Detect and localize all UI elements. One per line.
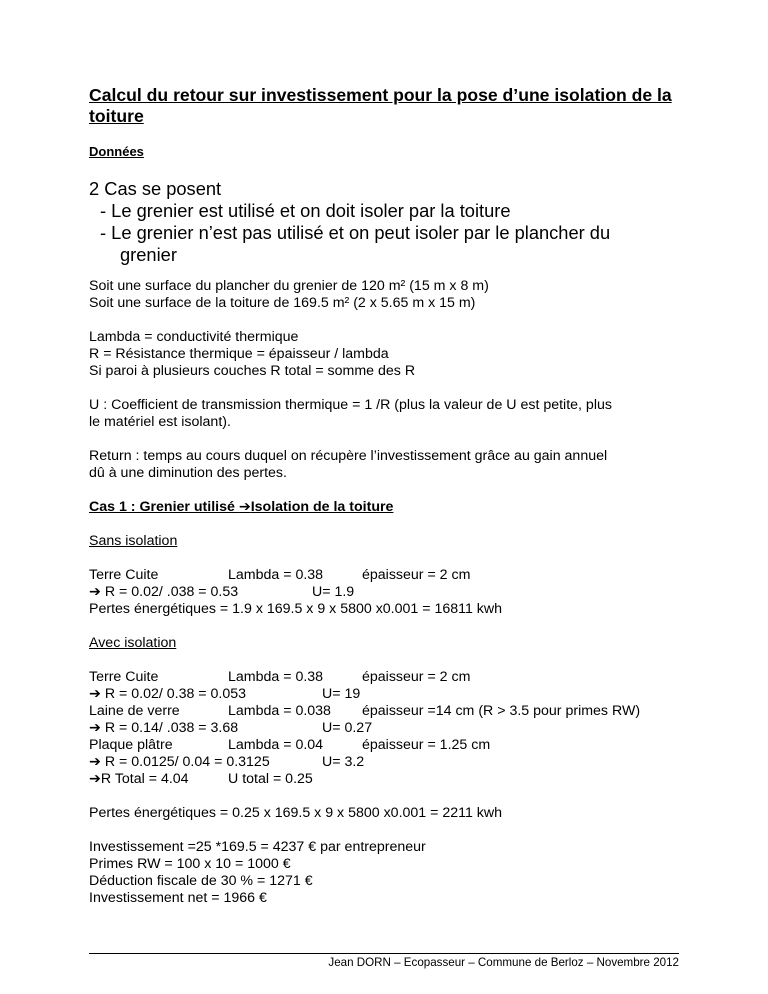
def-return-line1: Return : temps au cours duquel on récupère l’investissement grâce au gain annuel — [89, 448, 608, 464]
cas1-heading-a: Cas 1 : Grenier utilisé — [89, 499, 239, 515]
arrow-icon: ➔ — [89, 720, 101, 736]
avec-tc-lambda: Lambda = 0.38 — [228, 669, 324, 685]
sans-lambda: Lambda = 0.38 — [228, 567, 324, 583]
def-rtotal: Si paroi à plusieurs couches R total = somme des R — [89, 363, 416, 379]
surface-toiture: Soit une surface de la toiture de 169.5 m² (2 x 5.65 m x 15 m) — [89, 295, 476, 311]
sans-isolation-heading: Sans isolation — [89, 533, 178, 549]
sans-material: Terre Cuite — [89, 567, 159, 583]
invest-line-1: Investissement =25 *169.5 = 4237 € par entrepreneur — [89, 839, 426, 855]
def-r: R = Résistance thermique = épaisseur / lambda — [89, 346, 389, 362]
arrow-icon: ➔ — [89, 584, 101, 600]
avec-pp-lambda: Lambda = 0.04 — [228, 737, 324, 753]
avec-lv-r-row — [89, 720, 238, 737]
arrow-icon: ➔ — [89, 754, 101, 770]
avec-pp-r-row — [89, 754, 270, 771]
invest-line-3: Déduction fiscale de 30 % = 1271 € — [89, 873, 313, 889]
avec-lv-r: R = 0.14/ .038 = 3.68 — [104, 720, 239, 736]
avec-lv-u: U= 0.27 — [322, 720, 373, 736]
surface-plancher: Soit une surface du plancher du grenier de 120 m² (15 m x 8 m) — [89, 278, 489, 294]
case-item-2: - Le grenier n’est pas utilisé et on peut isoler par le plancher du — [100, 222, 611, 243]
arrow-icon: ➔ — [89, 686, 101, 702]
avec-pp-material: Plaque plâtre — [89, 737, 173, 753]
avec-lv-lambda: Lambda = 0.038 — [228, 703, 331, 719]
cas1-heading — [89, 499, 393, 516]
invest-line-4: Investissement net = 1966 € — [89, 890, 267, 906]
cas1-heading-b: Isolation de la toiture — [250, 499, 394, 515]
avec-r-total-row — [89, 771, 189, 788]
donnees-heading: Données — [89, 144, 144, 159]
sans-u: U= 1.9 — [312, 584, 355, 600]
sans-r-row — [89, 584, 238, 601]
case-item-1: - Le grenier est utilisé et on doit isoler par la toiture — [100, 200, 511, 221]
sans-losses: Pertes énergétiques = 1.9 x 169.5 x 9 x 5800 x0.001 = 16811 kwh — [89, 601, 503, 617]
page-footer: Jean DORN – Ecopasseur – Commune de Berloz – Novembre 2012 — [328, 956, 679, 969]
avec-r-total: R Total = 4.04 — [100, 771, 189, 787]
avec-tc-u: U= 19 — [322, 686, 361, 702]
avec-lv-material: Laine de verre — [89, 703, 180, 719]
avec-pp-r: R = 0.0125/ 0.04 = 0.3125 — [104, 754, 270, 770]
avec-tc-r: R = 0.02/ 0.38 = 0.053 — [104, 686, 247, 702]
avec-pp-u: U= 3.2 — [322, 754, 365, 770]
avec-u-total: U total = 0.25 — [228, 771, 313, 787]
sans-thickness: épaisseur = 2 cm — [362, 567, 471, 583]
avec-tc-material: Terre Cuite — [89, 669, 159, 685]
cases-intro: 2 Cas se posent — [89, 178, 222, 199]
double-arrow-icon: ➔ — [89, 771, 101, 787]
def-return-line2: dû à une diminution des pertes. — [89, 465, 287, 481]
page-title: Calcul du retour sur investissement pour la pose d’une isolation de la toiture — [89, 85, 672, 126]
def-u-line1: U : Coefficient de transmission thermique = 1 /R (plus la valeur de U est petite, plus — [89, 397, 612, 413]
avec-pp-thickness: épaisseur = 1.25 cm — [362, 737, 491, 753]
footer-divider — [89, 953, 679, 954]
invest-line-2: Primes RW = 100 x 10 = 1000 € — [89, 856, 291, 872]
avec-isolation-heading: Avec isolation — [89, 635, 177, 651]
def-u-line2: le matériel est isolant). — [89, 414, 231, 430]
arrow-icon: ➔ — [238, 499, 251, 515]
avec-lv-thickness: épaisseur =14 cm (R > 3.5 pour primes RW) — [362, 703, 641, 719]
sans-r: R = 0.02/ .038 = 0.53 — [104, 584, 239, 600]
case-item-2-cont: grenier — [120, 244, 177, 265]
avec-tc-r-row — [89, 686, 246, 703]
avec-tc-thickness: épaisseur = 2 cm — [362, 669, 471, 685]
avec-losses: Pertes énergétiques = 0.25 x 169.5 x 9 x 5800 x0.001 = 2211 kwh — [89, 805, 503, 821]
def-lambda: Lambda = conductivité thermique — [89, 329, 299, 345]
